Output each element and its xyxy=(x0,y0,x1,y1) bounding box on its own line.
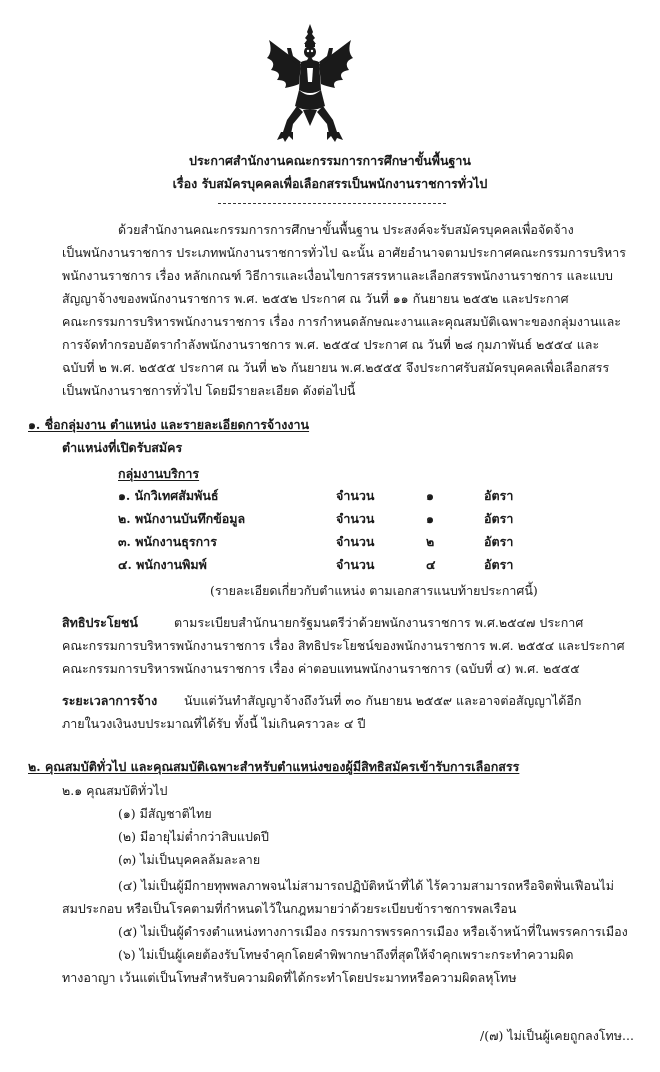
qualification-item-4-line-1: (๔) ไม่เป็นผู้มีกายทุพพลภาพจนไม่สามารถปฏิบัติหน้าที่ได้ ไร้ความสามารถหรือจิตฟั่นเฟือนไม่ xyxy=(118,878,615,893)
document-subject: เรื่อง รับสมัครบุคคลเพื่อเลือกสรรเป็นพนักงานราชการทั่วไป xyxy=(172,176,488,191)
position-unit: อัตรา xyxy=(484,557,514,572)
section-2-1-heading: ๒.๑ คุณสมบัติทั่วไป xyxy=(62,783,168,798)
position-name: ๓. พนักงานธุรการ xyxy=(118,534,217,549)
qualification-item: (๓) ไม่เป็นบุคคลล้มละลาย xyxy=(118,852,261,867)
intro-line-4: สัญญาจ้างของพนักงานราชการ พ.ศ. ๒๕๕๒ ประกาศ ณ วันที่ ๑๑ กันยายน ๒๕๕๒ และประกาศ xyxy=(62,291,569,306)
benefits-line-2: คณะกรรมการบริหารพนักงานราชการ เรื่อง สิทธิประโยชน์ของพนักงานราชการ พ.ศ. ๒๕๕๔ และประกาศ xyxy=(62,638,625,653)
position-count-label: จำนวน xyxy=(336,534,375,549)
section-1-subheading: ตำแหน่งที่เปิดรับสมัคร xyxy=(62,440,183,455)
intro-line-3: พนักงานราชการ เรื่อง หลักเกณฑ์ วิธีการและเงื่อนไขการสรรหาและเลือกสรรพนักงานราชการ และแบบ xyxy=(62,268,613,283)
qualification-item-6-line-1: (๖) ไม่เป็นผู้เคยต้องรับโทษจำคุกโดยคำพิพากษาถึงที่สุดให้จำคุกเพราะกระทำความผิด xyxy=(118,947,574,962)
qualification-item-4-line-2: สมประกอบ หรือเป็นโรคตามที่กำหนดไว้ในกฎหมายว่าด้วยระเบียบข้าราชการพลเรือน xyxy=(62,901,517,916)
positions-note: (รายละเอียดเกี่ยวกับตำแหน่ง ตามเอกสารแนบท้ายประกาศนี้) xyxy=(210,583,538,598)
qualification-item: (๑) มีสัญชาติไทย xyxy=(118,806,212,821)
position-unit: อัตรา xyxy=(484,511,514,526)
garuda-emblem-icon xyxy=(263,22,357,144)
qualification-item-6-line-2: ทางอาญา เว้นแต่เป็นโทษสำหรับความผิดที่ได้กระทำโดยประมาทหรือความผิดลหุโทษ xyxy=(62,970,517,985)
intro-line-8: เป็นพนักงานราชการทั่วไป โดยมีรายละเอียด ดังต่อไปนี้ xyxy=(62,383,356,398)
document-title: ประกาศสำนักงานคณะกรรมการการศึกษาขั้นพื้นฐาน xyxy=(189,153,471,168)
group-heading: กลุ่มงานบริการ xyxy=(118,466,200,481)
position-unit: อัตรา xyxy=(484,534,514,549)
qualification-item: (๒) มีอายุไม่ต่ำกว่าสิบแปดปี xyxy=(118,829,269,844)
intro-line-1: ด้วยสำนักงานคณะกรรมการการศึกษาขั้นพื้นฐาน ประสงค์จะรับสมัครบุคคลเพื่อจัดจ้าง xyxy=(118,222,574,237)
intro-line-6: การจัดทำกรอบอัตรากำลังพนักงานราชการ พ.ศ. ๒๕๕๔ ประกาศ ณ วันที่ ๒๘ กุมภาพันธ์ ๒๕๕๔ และ xyxy=(62,337,600,352)
position-count-label: จำนวน xyxy=(336,511,375,526)
qualification-item-5: (๕) ไม่เป็นผู้ดำรงตำแหน่งทางการเมือง กรรมการพรรคการเมือง หรือเจ้าหน้าที่ในพรรคการเมือง xyxy=(118,924,628,939)
intro-line-5: คณะกรรมการบริหารพนักงานราชการ เรื่อง การกำหนดลักษณะงานและคุณสมบัติเฉพาะของกลุ่มงานและ xyxy=(62,314,621,329)
benefits-title: สิทธิประโยชน์ xyxy=(62,615,138,630)
title-divider xyxy=(218,203,446,204)
position-name: ๔. พนักงานพิมพ์ xyxy=(118,557,207,572)
section-1-heading: ๑. ชื่อกลุ่มงาน ตำแหน่ง และรายละเอียดการจ้างงาน xyxy=(28,417,310,432)
period-title: ระยะเวลาการจ้าง xyxy=(62,693,158,708)
position-name: ๒. พนักงานบันทึกข้อมูล xyxy=(118,511,246,526)
benefits-line-3: คณะกรรมการบริหารพนักงานราชการ เรื่อง ค่าตอบแทนพนักงานราชการ (ฉบับที่ ๔) พ.ศ. ๒๕๕๕ xyxy=(62,661,580,676)
period-line-1: นับแต่วันทำสัญญาจ้างถึงวันที่ ๓๐ กันยายน ๒๕๕๙ และอาจต่อสัญญาได้อีก xyxy=(184,693,582,708)
intro-line-7: ฉบับที่ ๒ พ.ศ. ๒๕๕๕ ประกาศ ณ วันที่ ๒๖ กันยายน พ.ศ.๒๕๕๕ จึงประกาศรับสมัครบุคคลเพื่อเลือกสรร xyxy=(62,360,610,375)
position-count-label: จำนวน xyxy=(336,488,375,503)
continued-marker: /(๗) ไม่เป็นผู้เคยถูกลงโทษ... xyxy=(480,1028,634,1043)
position-count: ๔ xyxy=(426,557,436,572)
period-line-2: ภายในวงเงินงบประมาณที่ได้รับ ทั้งนี้ ไม่เกินคราวละ ๔ ปี xyxy=(62,716,366,731)
position-count: ๑ xyxy=(426,488,434,503)
benefits-line-1: ตามระเบียบสำนักนายกรัฐมนตรีว่าด้วยพนักงานราชการ พ.ศ.๒๕๔๗ ประกาศ xyxy=(174,615,584,630)
section-2-heading: ๒. คุณสมบัติทั่วไป และคุณสมบัติเฉพาะสำหรับตำแหน่งของผู้มีสิทธิสมัครเข้ารับการเลือกสรร xyxy=(28,759,520,774)
position-unit: อัตรา xyxy=(484,488,514,503)
position-count-label: จำนวน xyxy=(336,557,375,572)
intro-line-2: เป็นพนักงานราชการ ประเภทพนักงานราชการทั่วไป ฉะนั้น อาศัยอำนาจตามประกาศคณะกรรมการบริหาร xyxy=(62,245,626,260)
position-count: ๑ xyxy=(426,511,434,526)
position-count: ๒ xyxy=(426,534,435,549)
position-name: ๑. นักวิเทศสัมพันธ์ xyxy=(118,488,219,503)
